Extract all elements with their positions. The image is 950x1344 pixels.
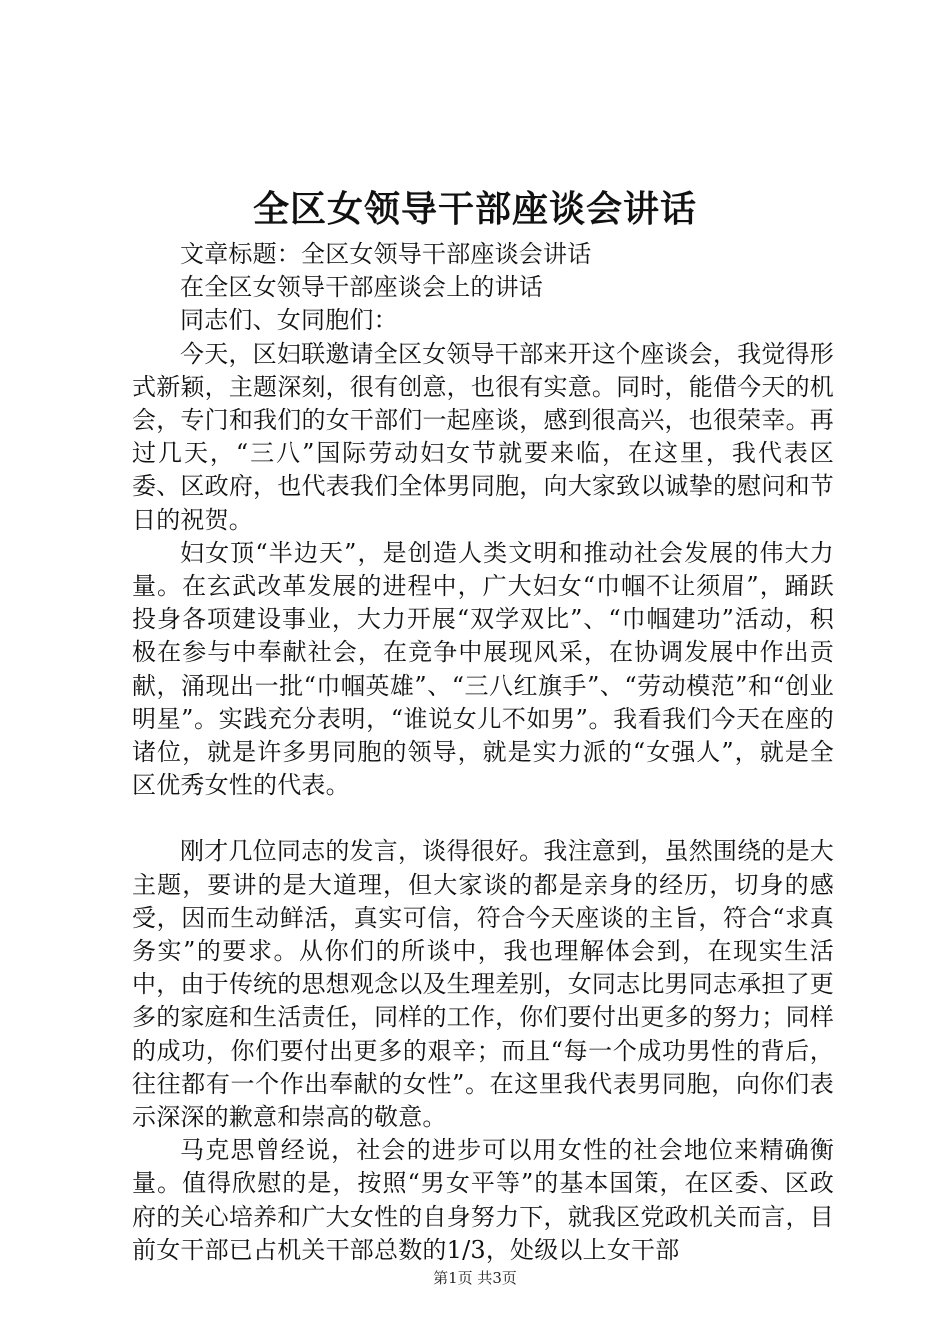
paragraph-1: 今天，区妇联邀请全区女领导干部来开这个座谈会，我觉得形式新颖，主题深刻，很有创意，也很有实意。同时，能借今天的机会，专门和我们的女干部们一起座谈，感到很高兴，也很荣幸。再过几天，“三八”国际劳动妇女节就要来临，在这里，我代表区委、区政府，也代表我们全体男同胞，向大家致以诚挚的慰问和节日的祝贺。: [132, 339, 834, 534]
paragraph-3: 刚才几位同志的发言，谈得很好。我注意到，虽然围绕的是大主题，要讲的是大道理，但大家谈的都是亲身的经历，切身的感受，因而生动鲜活，真实可信，符合今天座谈的主旨，符合“求真务实”的要求。从你们的所谈中，我也理解体会到，在现实生活中，由于传统的思想观念以及生理差别，女同志比男同志承担了更多的家庭和生活责任，同样的工作，你们要付出更多的努力；同样的成功，你们要付出更多的艰辛；而且“每一个成功男性的背后，往往都有一个作出奉献的女性”。在这里我代表男同胞，向你们表示深深的歉意和崇高的敬意。: [132, 837, 834, 1132]
article-title-line: 文章标题：全区女领导干部座谈会讲话: [180, 240, 592, 268]
document-body: [132, 238, 834, 1267]
speech-subtitle: 在全区女领导干部座谈会上的讲话: [180, 273, 543, 302]
document-title: 全区女领导干部座谈会讲话: [252, 188, 697, 230]
paragraph-2: 妇女顶“半边天”，是创造人类文明和推动社会发展的伟大力量。在玄武改革发展的进程中，广大妇女“巾帼不让须眉”，踊跃投身各项建设事业，大力开展“双学双比”、“巾帼建功”活动，积极在参与中奉献社会，在竞争中展现风采，在协调发展中作出贡献，涌现出一批“巾帼英雄”、“三八红旗手”、“劳动模范”和“创业明星”。实践充分表明，“谁说女儿不如男”。我看我们今天在座的诸位，就是许多男同胞的领导，就是实力派的“女强人”，就是全区优秀女性的代表。: [132, 538, 834, 800]
page-number-footer: 第1页 共3页: [433, 1269, 517, 1287]
paragraph-4: 马克思曾经说，社会的进步可以用女性的社会地位来精确衡量。值得欣慰的是，按照“男女平等”的基本国策，在区委、区政府的关心培养和广大女性的自身努力下，就我区党政机关而言，目前女干部已占机关干部总数的1/3，处级以上女干部: [132, 1136, 834, 1264]
salutation: 同志们、女同胞们：: [180, 306, 398, 335]
